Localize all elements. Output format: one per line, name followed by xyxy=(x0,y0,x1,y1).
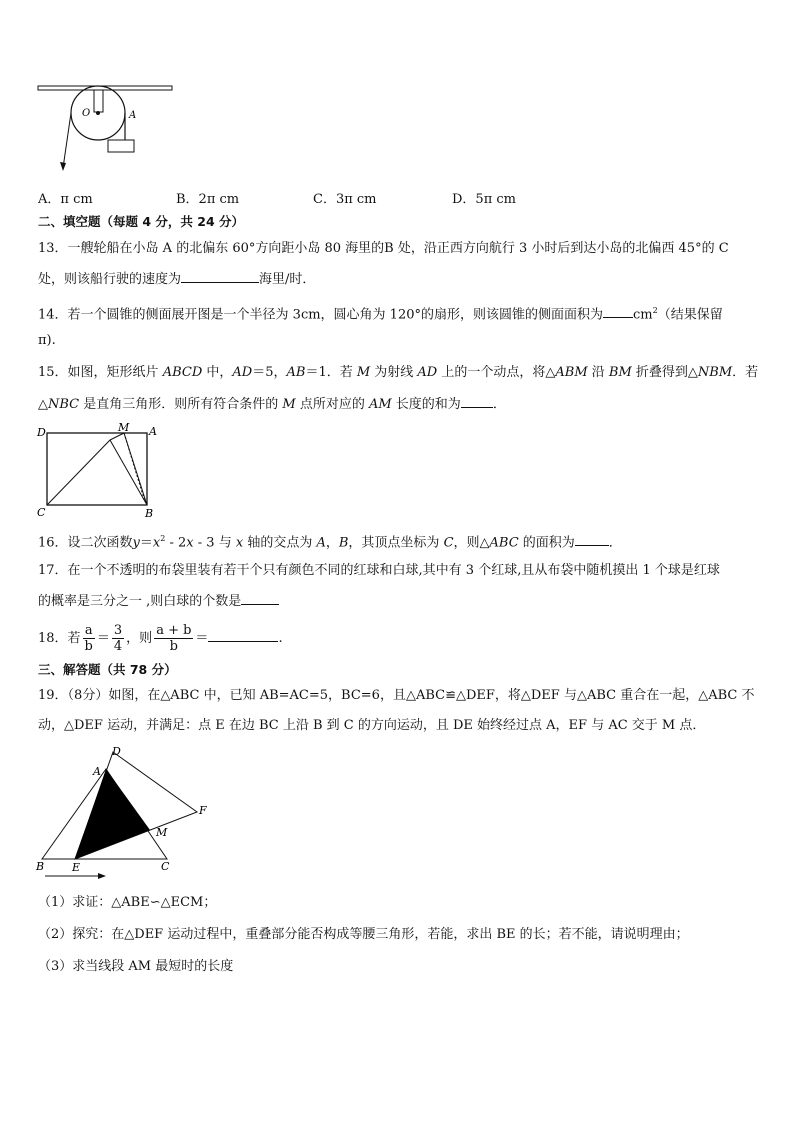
pulley-figure xyxy=(36,82,176,172)
label-a: A xyxy=(129,110,137,121)
fraction-sum-over-b: $\frac{a + b}{b}$ xyxy=(156,623,192,654)
answer-blank[interactable] xyxy=(181,270,259,283)
label-c: C xyxy=(37,506,46,519)
fold-dashed-line xyxy=(124,433,145,502)
option-c: C．3π cm xyxy=(313,192,377,207)
answer-blank[interactable] xyxy=(461,395,493,408)
q17-line2: 的概率是三分之一 ,则白球的个数是 xyxy=(38,592,279,611)
q16-line: 16．设二次函数$y=x^2 - 2x - 3$ 与 x 轴的交点为 A，B，其顶点坐标为 C，则△ABC 的面积为 ． xyxy=(38,534,622,551)
label-o: O xyxy=(82,108,91,119)
overlap-region xyxy=(75,769,150,859)
label-e: E xyxy=(72,861,81,874)
section-solve-title: 三、解答题（共 78 分） xyxy=(38,662,177,677)
q13-line2: 处，则该船行驶的速度为 海里/时． xyxy=(38,272,316,287)
q13-line1: 13．一艘轮船在小岛 A 的北偏东 60°方向距小岛 80 海里的B 处，沿正西方向航行 3 小时后到达小岛的北偏西 45°的 C xyxy=(38,241,729,256)
q17-line1: 17．在一个不透明的布袋里装有若干个只有颜色不同的红球和白球,其中有 3 个红球,且从布袋中随机摸出 1 个球是红球 xyxy=(38,563,720,578)
q15-line1: 15．如图，矩形纸片 ABCD 中，AD＝5，AB＝1．若 M 为射线 AD 上的一个动点，将△ABM 沿 BM 折叠得到△NBM．若 xyxy=(38,365,759,380)
q19-part2: （2）探究：在△DEF 运动过程中，重叠部分能否构成等腰三角形，若能，求出 BE 的长；若不能，请说明理由； xyxy=(38,927,689,942)
label-f: F xyxy=(199,804,207,817)
q19-part1: （1）求证：△ABE∽△ECM； xyxy=(38,895,217,910)
label-a: A xyxy=(149,425,157,438)
rope-left xyxy=(63,113,71,168)
segment-bm xyxy=(124,433,147,505)
option-b: B．2π cm xyxy=(176,192,240,207)
section-fill-in-title: 二、填空题（每题 4 分，共 24 分） xyxy=(38,214,245,229)
segment-cn xyxy=(47,440,110,505)
rectangle-abcd xyxy=(47,433,147,505)
answer-blank[interactable] xyxy=(208,629,278,642)
q15-line2: △NBC 是直角三角形．则所有符合条件的 M 点所对应的 AM 长度的和为 ． xyxy=(38,397,506,412)
option-a: A．π cm xyxy=(38,192,93,207)
segment-mn xyxy=(110,433,124,440)
answer-blank[interactable] xyxy=(603,305,633,318)
weight-block xyxy=(108,140,134,152)
rectangle-fold-figure xyxy=(34,420,164,520)
pulley-mount xyxy=(94,90,103,112)
fraction-a-over-b: $\frac{a}{b}$ xyxy=(84,623,93,654)
triangle-figure xyxy=(32,742,212,884)
answer-blank[interactable] xyxy=(575,533,609,546)
arrow-head xyxy=(60,162,66,171)
q19-line2: 动，△DEF 运动，并满足：点 E 在边 BC 上沿 B 到 C 的方向运动，且 DE 始终经过点 A，EF 与 AC 交于 M 点． xyxy=(38,718,706,733)
segment-nb xyxy=(110,440,147,505)
q19-part3: （3）求当线段 AM 最短时的长度 xyxy=(38,959,234,974)
label-m: M xyxy=(156,826,168,839)
motion-arrow-head xyxy=(98,873,106,879)
q14-line2: π). xyxy=(38,333,56,348)
label-c: C xyxy=(161,860,170,873)
label-b: B xyxy=(36,860,45,873)
q19-line1: 19．（8分）如图，在△ABC 中，已知 AB=AC=5，BC=6，且△ABC≌△DEF，将△DEF 与△ABC 重合在一起，△ABC 不 xyxy=(38,688,755,703)
label-d: D xyxy=(37,426,46,439)
option-d: D．5π cm xyxy=(452,192,516,207)
label-a: A xyxy=(93,765,101,778)
answer-blank[interactable] xyxy=(241,592,279,605)
label-d: D xyxy=(112,745,121,758)
label-m: M xyxy=(118,421,130,434)
label-b: B xyxy=(145,507,154,520)
pulley-center xyxy=(96,111,100,115)
q18-line: 18．若 $\frac{a}{b}$ ＝ $\frac{3}{4}$ ，则 $\frac{a + b}{b}$ ＝ . xyxy=(38,623,283,654)
q14-line1: 14．若一个圆锥的侧面展开图是一个半径为 3cm，圆心角为 120°的扇形，则该圆锥的侧面面积为 $cm^2$（结果保留 xyxy=(38,306,723,323)
fraction-3-over-4: $\frac{3}{4}$ xyxy=(113,623,123,654)
